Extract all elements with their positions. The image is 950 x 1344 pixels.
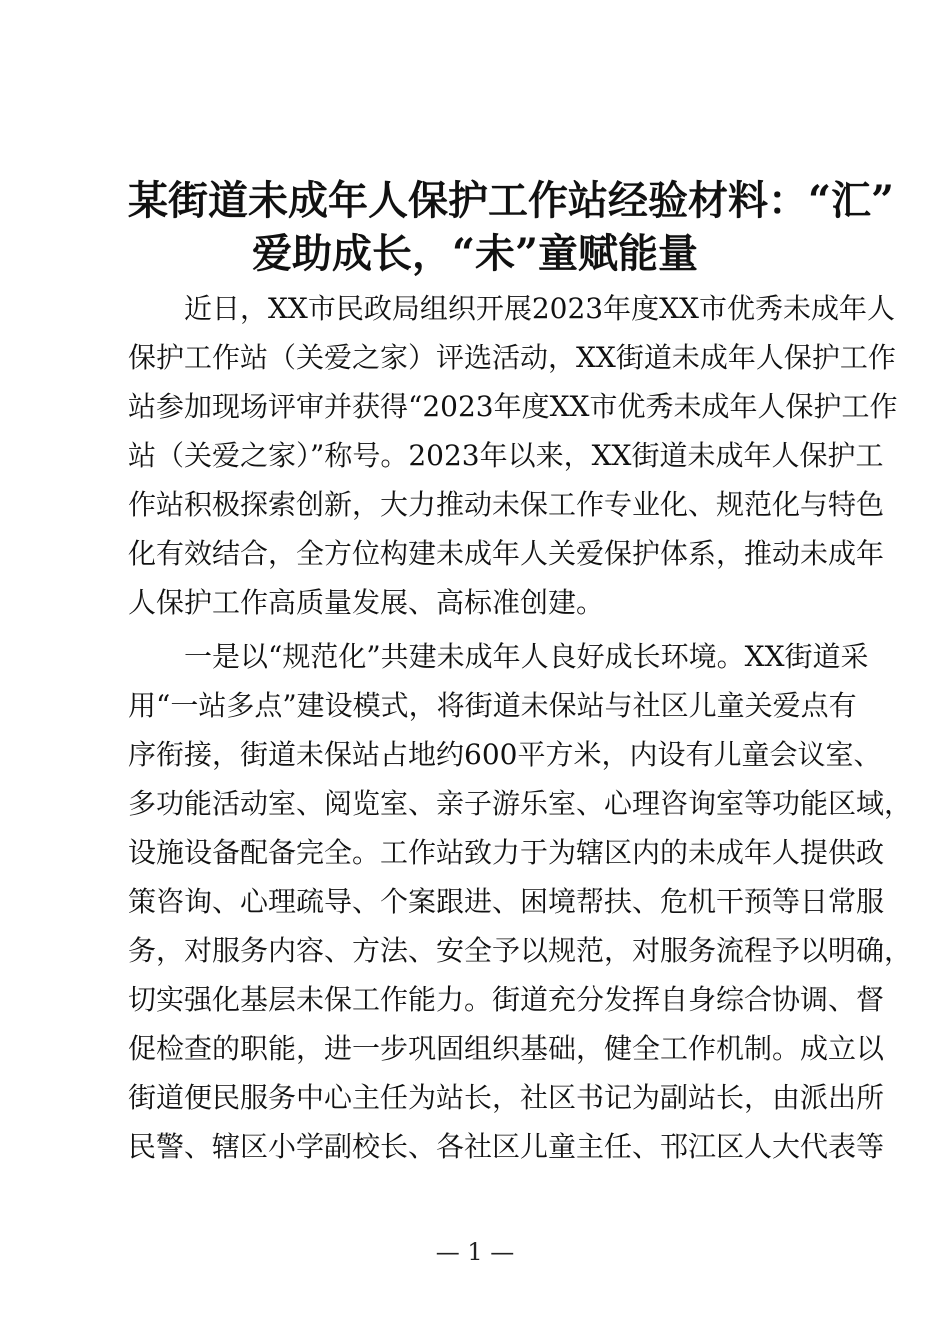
body-line: 用“一站多点”建设模式，将街道未保站与社区儿童关爱点有 [128,689,857,722]
body-line: 保护工作站（关爱之家）评选活动，XX街道未成年人保护工作 [128,341,896,374]
body-line: 一是以“规范化”共建未成年人良好成长环境。XX街道采 [128,640,869,673]
document-title-line-1: 某街道未成年人保护工作站经验材料：“汇” [128,177,895,224]
body-line: 设施设备配备完全。工作站致力于为辖区内的未成年人提供政 [128,836,885,869]
body-line: 民警、辖区小学副校长、各社区儿童主任、邗江区人大代表等 [128,1130,885,1163]
body-line: 人保护工作高质量发展、高标准创建。 [128,586,605,619]
body-line: 策咨询、心理疏导、个案跟进、困境帮扶、危机干预等日常服 [128,885,885,918]
body-line: 作站积极探索创新，大力推动未保工作专业化、规范化与特色 [128,488,885,521]
body-line: 促检查的职能，进一步巩固组织基础，健全工作机制。成立以 [128,1032,885,1065]
body-line: 街道便民服务中心主任为站长，社区书记为副站长，由派出所 [128,1081,885,1114]
body-line: 近日，XX市民政局组织开展2023年度XX市优秀未成年人 [128,292,895,325]
body-line: 站（关爱之家）”称号。2023年以来，XX街道未成年人保护工 [128,439,884,472]
document-title-line-2: 爱助成长，“未”童赋能量 [251,230,698,277]
body-line: 化有效结合，全方位构建未成年人关爱保护体系，推动未成年 [128,537,885,570]
body-line: 务，对服务内容、方法、安全予以规范，对服务流程予以明确， [128,934,913,967]
body-line: 切实强化基层未保工作能力。街道充分发挥自身综合协调、督 [128,983,885,1016]
body-line: 多功能活动室、阅览室、亲子游乐室、心理咨询室等功能区域， [128,787,913,820]
body-line: 站参加现场评审并获得“2023年度XX市优秀未成年人保护工作 [128,390,898,423]
body-line: 序衔接，街道未保站占地约600平方米，内设有儿童会议室、 [128,738,882,771]
page-number: — 1 — [435,1238,515,1266]
